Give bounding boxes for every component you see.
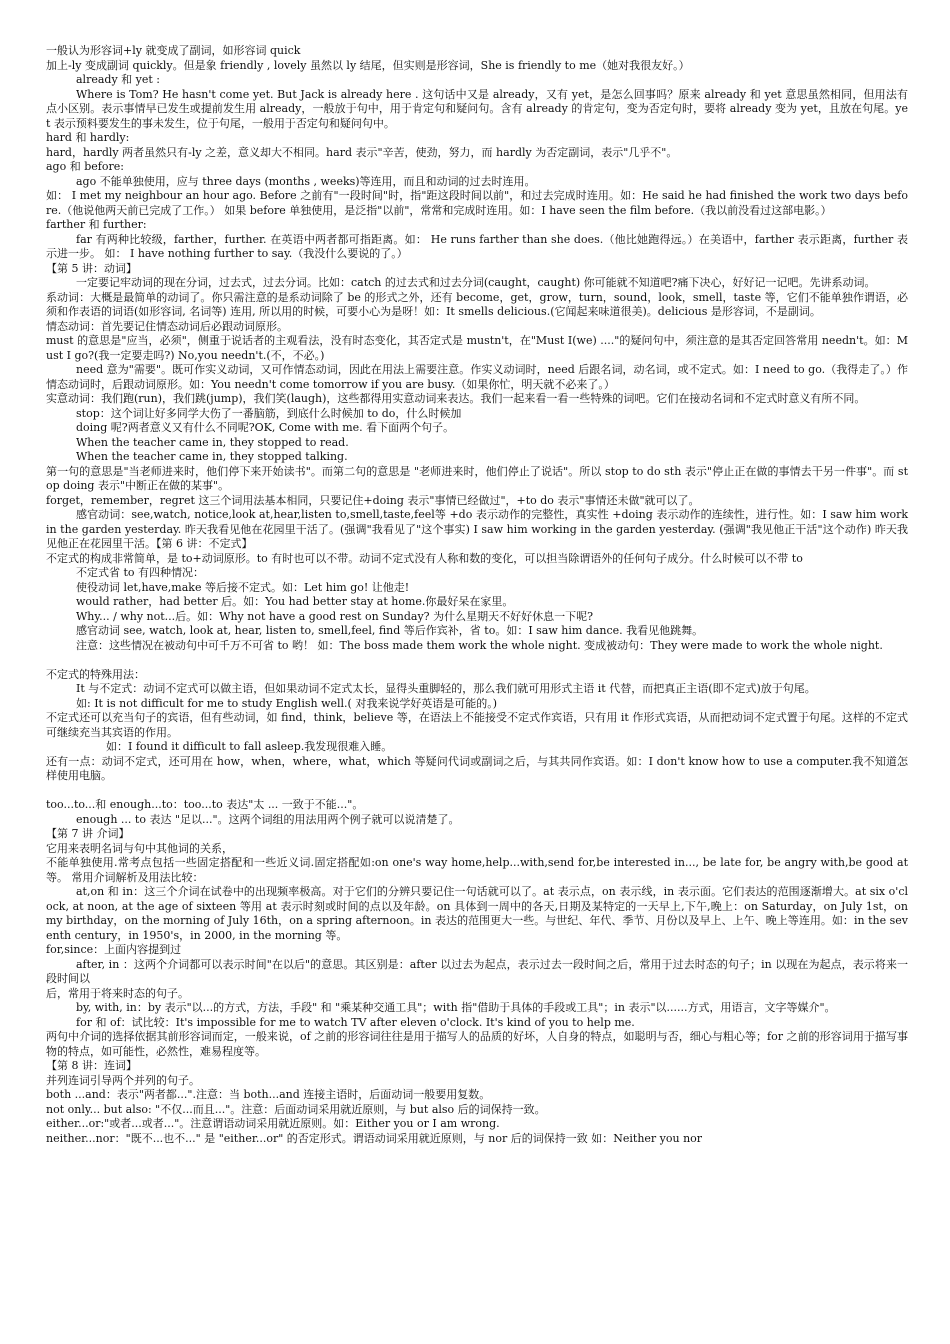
text-line: 加上-ly 变成副词 quickly。但是象 friendly , lovely 虽然以 ly 结尾，但实则是形容词，She is friendly to me（她对我很友好。） bbox=[46, 58, 690, 72]
text-line: both ...and：表示"两者都...".注意：当 both...and 连接主语时，后面动词一般要用复数。 bbox=[46, 1088, 491, 1101]
text-line: 系动词：大概是最简单的动词了。你只需注意的是系动词除了 be 的形式之外，还有 become，get，grow，turn，sound，look，smell，taste 等，它们不能单独作谓语，必须和作表语的词语(如形容词, 名词等) 连用, 所以用的时候，可要小心为是呀！如：It smells delicious.(它闻起来味道很美)。delicious 是形容词，不是副词。 bbox=[46, 290, 908, 318]
text-line: ago 不能单独使用，应与 three days (months , weeks)等连用，而且和动词的过去时连用。 bbox=[76, 174, 536, 188]
text-line: 一般认为形容词+ly 就变成了副词，如形容词 quick bbox=[46, 44, 301, 57]
text-line: already 和 yet : bbox=[76, 73, 160, 86]
text-line: 【第 5 讲：动词】 bbox=[46, 261, 137, 275]
text-line: enough ... to 表达 "足以..."。这两个词组的用法用两个例子就可以说清楚了。 bbox=[76, 812, 460, 826]
text-line: must 的意思是"应当，必须"，侧重于说话者的主观看法，没有时态变化，其否定式是 mustn't，在"Must I(we) ...."的疑问句中，须注意的是其否定回答常用 needn't。如：Must I go?(我一定要走吗?) No,you needn't.(不，不必。) bbox=[46, 334, 908, 362]
text-line: 使役动词 let,have,make 等后接不定式。如：Let him go! 让他走! bbox=[76, 580, 410, 594]
text-line: 后，常用于将来时态的句子。 bbox=[46, 986, 189, 1000]
text-line: 还有一点：动词不定式，还可用在 how，when，where，what，which 等疑问代词或副词之后，与其共同作宾语。如：I don't know how to use a computer.我不知道怎样使用电脑。 bbox=[46, 754, 908, 782]
text-line: 不定式的特殊用法： bbox=[46, 667, 145, 681]
text-line: 情态动词：首先要记住情态动词后必跟动词原形。 bbox=[46, 319, 288, 333]
text-line bbox=[46, 653, 908, 668]
text-line: farther 和 further: bbox=[46, 218, 147, 231]
text-line: It 与不定式：动词不定式可以做主语，但如果动词不定式太长，显得头重脚轻的，那么我们就可用形式主语 it 代替，而把真正主语(即不定式)放于句尾。 bbox=[76, 682, 816, 695]
text-line: at,on 和 in：这三个介词在试卷中的出现频率极高。对于它们的分辨只要记住一句话就可以了。at 表示点，on 表示线，in 表示面。它们表达的范围逐渐增大。at six o'clock, at noon, at the age of sixteen 等用 at 表示时刻或时间的点以及年龄。on 具体到一周中的各天,日期及某特定的一天早上,下午,晚上：on Saturday，on July 1st，on my birthday，on the morning of July 16th，on a spring afternoon。in 表达的范围更大一些。与世纪、年代、季节、月份以及早上、上午、晚上等连用。如：in the seventh century，in 1950's，in 2000, in the morning 等。 bbox=[46, 885, 908, 942]
text-line: 不定式省 to 有四种情况： bbox=[76, 566, 205, 579]
text-line: 注意：这些情况在被动句中可千万不可省 to 哟！ 如：The boss made them work the whole night. 变成被动句：They were made to work the whole night. bbox=[76, 638, 883, 652]
text-line: not only... but also: "不仅...而且..."。注意：后面动词采用就近原则，与 but also 后的词保持一致。 bbox=[46, 1102, 546, 1116]
text-line bbox=[46, 784, 908, 799]
text-line: too...to...和 enough...to：too...to 表达"太 ... 一致于不能..."。 bbox=[46, 798, 364, 811]
text-line: When the teacher came in, they stopped to read. bbox=[76, 435, 349, 449]
text-line: ago 和 before: bbox=[46, 160, 124, 173]
text-line: hard，hardly 两者虽然只有-ly 之差，意义却大不相同。hard 表示"辛苦，使劲，努力，而 hardly 为否定副词，表示"几乎不"。 bbox=[46, 145, 678, 159]
text-line: neither...nor："既不...也不..." 是 "either...or" 的否定形式。谓语动词采用就近原则，与 nor 后的词保持一致 如：Neither you nor bbox=[46, 1131, 703, 1145]
text-line: 【第 8 讲：连词】 bbox=[46, 1059, 137, 1072]
text-line: 如： I met my neighbour an hour ago. Before 之前有"一段时间"时，指"距这段时间以前"，和过去完成时连用。如：He said he had finished the work two days before.（他说他两天前已完成了工作。） 如果 before 单独使用，是泛指"以前"，常常和完成时连用。如：I have seen the film before.（我以前没看过这部电影。） bbox=[46, 189, 908, 217]
text-line: 如: It is not difficult for me to study English well.( 对我来说学好英语是可能的。) bbox=[76, 696, 498, 710]
text-line: 不定式还可以充当句子的宾语，但有些动词，如 find，think，believe 等，在语法上不能接受不定式作宾语，只有用 it 作形式宾语，从而把动词不定式置于句尾。这样的不定式可继续充当其宾语的作用。 bbox=[46, 711, 908, 739]
text-line: for 和 of：试比较：It's impossible for me to watch TV after eleven o'clock. It's kind of you to help me. bbox=[76, 1015, 635, 1029]
text-line: 一定要记牢动词的现在分词，过去式，过去分词。比如：catch 的过去式和过去分词(caught，caught) 你可能就不知道吧?痛下决心，好好记一记吧。先讲系动词。 bbox=[76, 276, 876, 289]
text-line: by, with, in：by 表示"以...的方式，方法，手段" 和 "乘某种交通工具"；with 指"借助于具体的手段或工具"；in 表示"以......方式，用语言，文字等媒介"。 bbox=[76, 1001, 836, 1014]
text-line: need 意为"需要"。既可作实义动词，又可作情态动词，因此在用法上需要注意。作实义动词时，need 后跟名词，动名词，或不定式。如：I need to go.（我得走了。）作情态动词时，后跟动词原形。如：You needn't come tomorrow if you are busy.（如果你忙，明天就不必来了。） bbox=[46, 363, 908, 391]
text-line: 不定式的构成非常简单，是 to+动词原形。to 有时也可以不带。动词不定式没有人称和数的变化，可以担当除谓语外的任何句子成分。什么时候可以不带 to bbox=[46, 551, 803, 565]
text-line: stop：这个词让好多同学大伤了一番脑筋，到底什么时候加 to do，什么时候加 bbox=[76, 406, 462, 420]
text-line: forget，remember，regret 这三个词用法基本相同，只要记住+doing 表示"事情已经做过"，+to do 表示"事情还未做"就可以了。 bbox=[46, 493, 700, 507]
text-line: 实意动词：我们跑(run)，我们跳(jump)，我们笑(laugh)，这些都得用实意动词来表达。我们一起来看一看一些特殊的词吧。它们在接动名词和不定式时意义有所不同。 bbox=[46, 392, 866, 405]
text-line: for,since：上面内容提到过 bbox=[46, 943, 182, 956]
text-line: 如：I found it difficult to fall asleep.我发现很难入睡。 bbox=[106, 740, 393, 753]
text-line: Where is Tom? He hasn't come yet. But Jack is already here . 这句话中又是 already，又有 yet，是怎么回事吗？原来 already 和 yet 意思虽然相同，但用法有点小区别。表示事情早已发生或提前发生用 already，一般放于句中，用于肯定句和疑问句。含有 already 的肯定句，变为否定句时，要将 already 变为 yet，且放在句尾。yet 表示预料要发生的事未发生，位于句尾，一般用于否定句和疑问句中。 bbox=[46, 87, 908, 130]
text-line: hard 和 hardly: bbox=[46, 131, 130, 144]
text-line: doing 呢?两者意义又有什么不同呢?OK, Come with me. 看下面两个句子。 bbox=[76, 421, 455, 434]
text-line: either...or:"或者...或者..."。注意谓语动词采用就近原则。如：Either you or I am wrong. bbox=[46, 1117, 500, 1130]
text-line: Why... / why not...后。如：Why not have a good rest on Sunday? 为什么星期天不好好休息一下呢? bbox=[76, 609, 593, 623]
text-line: would rather，had better 后。如：You had better stay at home.你最好呆在家里。 bbox=[76, 595, 514, 608]
text-line: 感官动词：see,watch, notice,look at,hear,listen to,smell,taste,feel等 +do 表示动作的完整性，真实性 +doing 表示动作的连续性，进行性。如：I saw him work in the garden yesterday. 昨天我看见他在花园里干活了。(强调"我看见了"这个事实) I saw him working in the garden yesterday. (强调"我见他正干活"这个动作) 昨天我见他正在花园里干活。【第 6 讲：不定式】 bbox=[46, 508, 908, 550]
text-line: 不能单独使用.常考点包括一些固定搭配和一些近义词.固定搭配如:on one's way home,help...with,send for,be interested in..., be late for, be angry with,be good at 等。 常用介词解析及用法比较： bbox=[46, 856, 908, 884]
text-line: far 有两种比较级，farther，further. 在英语中两者都可指距离。如： He runs farther than she does.（他比她跑得远。）在美语中，farther 表示距离，further 表示进一步。 如： I have nothing further to say.（我没什么要说的了。） bbox=[46, 232, 908, 260]
text-line: 第一句的意思是"当老师进来时，他们停下来开始读书"。而第二句的意思是 "老师进来时，他们停止了说话"。所以 stop to do sth 表示"停止正在做的事情去干另一件事"。而 stop doing 表示"中断正在做的某事"。 bbox=[46, 464, 908, 492]
text-line: 并列连词引导两个并列的句子。 bbox=[46, 1073, 200, 1087]
text-line: 它用来表明名词与句中其他词的关系， bbox=[46, 841, 233, 855]
text-line: When the teacher came in, they stopped talking. bbox=[76, 450, 348, 463]
text-line: 两句中介词的选择依据其前形容词而定，一般来说，of 之前的形容词往往是用于描写人的品质的好坏，人自身的特点，如聪明与否，细心与粗心等；for 之前的形容词用于描写事物的特点，如可能性，必然性，难易程度等。 bbox=[46, 1030, 908, 1058]
text-line: after, in ：这两个介词都可以表示时间"在以后"的意思。其区别是：after 以过去为起点，表示过去一段时间之后，常用于过去时态的句子；in 以现在为起点，表示将来一段时间以 bbox=[46, 957, 908, 985]
text-line: 【第 7 讲 介词】 bbox=[46, 827, 130, 840]
text-line: 感官动词 see, watch, look at, hear, listen to, smell,feel, find 等后作宾补，省 to。如：I saw him dance. 我看见他跳舞。 bbox=[76, 624, 704, 637]
